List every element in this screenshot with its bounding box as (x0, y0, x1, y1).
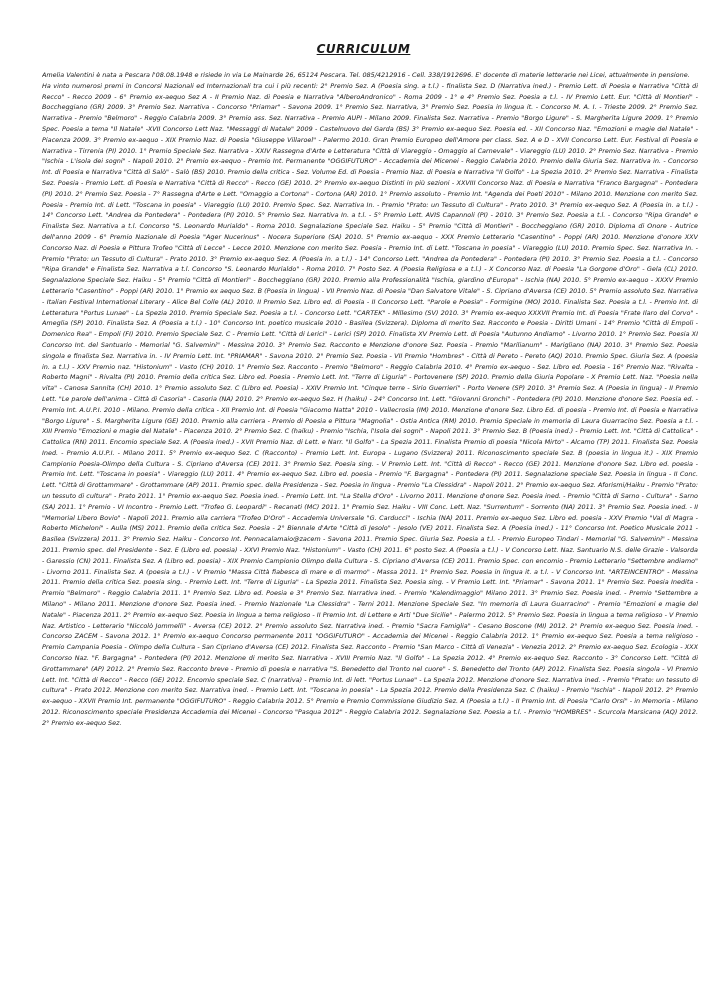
page-title: CURRICULUM (316, 42, 411, 56)
body-text (42, 70, 698, 990)
awards-paragraph: Ha vinto numerosi premi in Concorsi Nazionali ed Internazionali tra cui i più recenti: 2° Premio Sez. A (Poesia sing. a t.l.) - finalista Sez. D (Narrativa ined.) - Premio Lett. di Poesia e Narrativa "Città di Recco" - Recco 2009 - 6° Premio ex-aequo Sez A - II Premio Naz. di Poesia e Narrativa "AlberoAndronico" - Roma 2009 - 1° e 4° Premio Sez. Poesia a t.l. - IV Premio Lett. Eur. "Città di Montieri" - Boccheggiano (GR) 2009. 3° Premio Sez. Narrativa - Concorso "Priamar" - Savona 2009. 1° Premio Sez. Narrativa, 3° Premio Sez. Poesia in lingua it. - Concorso M. A. I. - Trieste 2009. 2° Premio Sez. Narrativa - Premio "Belmoro" - Reggio Calabria 2009. 3° Premio ass. Sez. Narrativa - Premio AUPI - Milano 2009. Finalista Sez. Narrativa - Premio "Borgo Ligure" - S. Margherita Ligure 2009. 1° Premio Spec. Poesia a tema "Il Natale" -XVII Concorso Lett Naz. "Messaggi di Natale" 2009 - Castelnuovo del Garda (BS) 3° Premio ex-aequo Sez. Poesia ed. - XII Concorso Naz. "Emozioni e magie del Natale" - Piacenza 2009. 3° Premio ex-aequo - XIX Premio Naz. di Poesia "Giuseppe Villaroel" - Palermo 2010. Gran Premio Europeo dell'Amore per class. Sez. A e D - XVII Concorso Lett. Eur. Festival di Poesia e Narrativa - Tirrenia (PI) 2010. 1° Premio Speciale Sez. Narrativa - XXIV Rassegna d'Arte e Letteratura "Città di Viareggio - Omaggio al Carnevale" - Viareggio (LU) 2010. 2° Premio Sez. Narrativa - Premio "Ischia - L'isola dei sogni" - Napoli 2010. 2° Premio ex-aequo - Premio Int. Permanente "OGGIFUTURO" - Accademia dei Micenei - Reggio Calabria 2010. Premio della Giuria Sez. Narrativa in. - Concorso Int. di Poesia e Narrativa "Città di Salò" - Salò (BS) 2010. Premio della critica - Sez. Volume Ed. di Poesia - Premio Naz. di Poesia e Narrativa "Il Golfo" - La Spezia 2010. 2° Premio Sez. Narrativa - Finalista Sez. Poesia - Premio Lett. di Poesia e Narrativa "Città di Recco" - Recco (GE) 2010. 2° Premio ex-aequo Distinti in più sezioni - XXVIII Concorso Naz. di Poesia e Narrativa "Franco Bargagna" - Pontedera (PI) 2010. 2° Premio Sez. Poesia - 7° Rassegna d'Arte e Lett. "Omaggio a Cortona" - Cortona (AR) 2010. 1° Premio assoluto - Premio Int. "Agenda dei Poeti 2010" - Milano 2010. Menzione con merito Sez. Poesia - Premio Int. di Lett. "Toscana in poesia" - Viareggio (LU) 2010. Premio Spec. Sez. Narrativa In. - Premio "Prato: un Tessuto di Cultura" - Prato 2010. 3° Premio ex-aequo Sez. A (Poesia in. a t.l.) - 14° Concorso Lett. "Andrea da Pontedera" - Pontedera (PI) 2010. 5° Premio Sez. Narrativa In. a t.l. - 5° Premio Lett. AVIS Capannoli (PI) - 2010. 3° Premio Sez. Poesia a t.l. - Concorso "Ripa Grande" e Finalista Sez. Narrativa a t.l. Concorso "S. Leonardo Murialdo" - Roma 2010. Segnalazione Speciale Sez. Haiku - 5° Premio "Città di Montieri" - Boccheggiano (GR) 2010. Diploma di Onore - Autrice dell'anno 2009 - 6° Premio Nazionale di Poesia "Ager Nucerinus" - Nocera Superiore (SA) 2010. 5° Premio ex-aequo - XXX Premio Letterario "Casentino" - Poppi (AR) 2010. Menzione d'onore XXV Concorso Naz. di Poesia e Pittura Trofeo "Città di Lecce" - Lecce 2010. Menzione con merito Sez. Poesia - Premio Int. di Lett. "Toscana in poesia" - Viareggio (LU) 2010. Premio Spec. Sez. Narrativa In. - Premio "Prato: un Tessuto di Cultura" - Prato 2010. 3° Premio ex-aequo Sez. A (Poesia in. a t.l.) - 14° Concorso Lett. "Andrea da Pontedera" - Pontedera (PI) 2010. 3° Premio Sez. Poesia a t.l. - Concorso "Ripa Grande" e Finalista Sez. Narrativa a t.l. Concorso "S. Leonardo Murialdo" - Roma 2010. 7° Posto Sez. A (Poesia Religiosa e a t.l.) - X Concorso Naz. di Poesia "La Gorgone d'Oro" - Gela (CL) 2010. Segnalazione Speciale Sez. Haiku - 5° Premio "Città di Montieri" - Boccheggiano (GR) 2010. Premio alla Professionalità "Ischia, giardino d'Europa" - Ischia (NA) 2010. 5° Premio ex-aequo - XXXV Premio Letterario "Casentino" - Poppi (AR) 2010. 1° Premio ex aequo Sez. B (Poesia in lingua) - VII Premio Naz. di Poesia "Dan Salvatore Vitale" - S. Cipriano d'Aversa (CE) 2010. 5° Premio assoluto Sez. Narrativa - Italian Festival International Literary - Alice Bel Colle (AL) 2010. II Premio Sez. Libro ed. di Poesia - II Concorso Lett. "Parole e Poesia" - Formigine (MO) 2010. Finalista Sez. Poesia a t.l. - Premio Int. di Letteratura "Portus Lunae" - La Spezia 2010. Premio Speciale Sez. Poesia a t.l. - Concorso Lett. "CARTEK" - Millesimo (SV) 2010. 3° Premio ex-aequo XXXVII Premio Int. di Poesia "Frate Ilaro del Corvo" - Ameglia (SP) 2010. Finalista Sez. A (Poesia a t.l.) - 10° Concorso Int. poetico musicale 2010 - Basilea (Svizzera). Diploma di merito Sez. Racconto e Poesia - Diritti Umani - 14° Premio "Città di Empoli - Domenico Rea" - Empoli (FI) 2010. Premio Speciale Sez. C - Premio Lett. "Città di Lerici" - Lerici (SP) 2010. Finalista XV Premio Lett. di Poesia "Autunno Andiamo" - Livorno 2010. 1° Premio Sez. Poesia XI Concorso Int. del Santuario - Memorial "G. Salvemini" - Messina 2010. 3° Premio Sez. Racconto e Menzione d'onore Sez. Poesia - Premio "Marilianum" - Marigliano (NA) 2010. 3° Premio Sez. Poesia singola e finalista Sez. Narrativa in. - IV Premio Lett. Int. "PRIAMAR" - Savona 2010. 2° Premio Sez. Poesia - VII Premio "Hombres" - Città di Pereto - Pereto (AQ) 2010. Premio Spec. Giuria Sez. A (poesia in. a t.l.) - XXV Premio naz. "Histonium" - Vasto (CH) 2010. 1° Premio Sez. Racconto - Premio "Belmoro" - Reggio Calabria 2010. 4° Premio ex-aequo - Sez. Libro ed. Poesia - 16° Premio Naz. "Rivalta - Roberto Magni" - Rivalta (PI) 2010. Premio della critica Sez. Libro ed. Poesia - Premio Lett. Int. "Terre di Liguria" - Portovenere (SP) 2010. Premio della Giuria Popolare - X Premio Lett. Naz. "Poesia nella vita" - Canosa Sannita (CH) 2010. 1° Premio assoluto Sez. C (Libro ed. Poesia) - XXIV Premio Int. "Cinque terre - Sirio Guerrieri" - Porto Venere (SP) 2010. 3° Premio Sez. A (Poesia in lingua) - II Premio Lett. "Le parole dell'anima - Città di Casoria" - Casoria (NA) 2010. 2° Premio ex-aequo Sez. H (haiku) - 24° Concorso Int. Lett. "Giovanni Gronchi" - Pontedera (PI) 2010. Menzione d'onore Sez. Poesia ed. - Premio Int. A.U.P.I. 2010 - Milano. Premio della critica - XII Premio Int. di Poesia "Giacomo Natta" 2010 - Vallecrosia (IM) 2010. Menzione d'onore Sez. Libro Ed. di poesia - Premio Int. di Poesia e Narrativa "Borgo Ligure" - S. Margherita Ligure (GE) 2010. Premio alla carriera - Premio di Poesia e Pittura "Magnolia" - Ostia Antica (RM) 2010. Premio Speciale in memoria di Laura Guarracino Sez. Poesia a t.l. - XIII Premio "Emozioni e magie del Natale" - Piacenza 2010. 2° Premio Sez. C (haiku) - Premio "Ischia, l'Isola dei sogni" - Napoli 2011. 3° Premio Sez. B (Poesia ined.) - Premio Lett. Int. "Città di Cattolica" - Cattolica (RN) 2011. Encomio speciale Sez. A (Poesia ined.) - XVII Premio Naz. di Lett. e Narr. "Il Golfo" - La Spezia 2011. Finalista Premio di poesia "Nicola Mirto" - Alcamo (TP) 2011. Finalista Sez. Poesia Ined. - Premio A.U.P.I. - Milano 2011. 5° Premio ex-aequo Sez. C (Racconto) - Premio Lett. Int. Europa - Lugano (Svizzera) 2011. Riconoscimento speciale Sez. B (poesia in lingua it.) - XIX Premio Campionio Poesia-Olimpo della Cultura - S. Cipriano d'Aversa (CE) 2011. 3° Premio Sez. Poesia sing. - V Premio Lett. Int. "Città di Recco" - Recco (GE) 2011. Menzione d'onore Sez. Libro ed. poesia - Premio Int. Lett. "Toscana in poesia" - Viareggio (LU) 2011. 4° Premio ex-aequo Sez. Libro ed. poesia - Premio "F. Bargagna" - Pontedera (PI) 2011. Segnalazione speciale Sez. Poesia in lingua - II Conc. Lett. "Città di Grottammare" - Grottammare (AP) 2011. Premio spec. della Presidenza - Sez. Poesia in lingua - Premio "La Clessidra" - Napoli 2011. 2° Premio ex-aequo Sez. Aforismi/Haiku - Premio "Prato: un tessuto di cultura" - Prato 2011. 1° Premio ex-aequo Sez. Poesia ined. - Premio Lett. Int. "La Stella d'Oro" - Livorno 2011. Menzione d'onore Sez. Poesia ined. - Premio "Città di Sarno - Cultura" - Sarno (SA) 2011. 1° Premio - VI Incontro - Premio Lett. "Trofeo G. Leopardi" - Recanati (MC) 2011. 1° Premio Sez. Haiku - VIII Conc. Lett. Naz. "Surrentum" - Sorrento (NA) 2011. 3° Premio Sez. Poesia ined. - II "Memorial Libero Bovio" - Napoli 2011. Premio alla carriera "Trofeo D'Oro" - Accademia Universale "G. Carducci" - Ischia (NA) 2011. Premio ex-aequo Sez. Libro ed. poesia - XXV Premio "Val di Magra - Roberto Micheloni" - Aulla (MS) 2011. Premio della critica Sez. Poesia - 2° Biennale d'Arte "Città di Jesolo" - Jesolo (VE) 2011. Finalista Sez. A (Poesia ined.) - 11° Concorso Int. Poetico Musicale 2011 - Basilea (Svizzera) 2011. 3° Premio Sez. Haiku - Concorso Int. Pennacalamaio@zacem - Savona 2011. Premio Spec. Giuria Sez. Poesia a t.l. - Premio Europeo Tindari - Memorial "G. Salvemini" - Messina 2011. Premio spec. del Presidente - Sez. E (Libro ed. poesia) - XXVI Premio Naz. "Histonium" - Vasto (CH) 2011. 6° posto Sez. A (Poesia a t.l.) - V Concorso Lett. Naz. Santuario N.S. delle Grazie - Valsorda - Garessio (CN) 2011. Finalista Sez. A (Libro ed. poesia) - XIX Premio Campionio Olimpo della Cultura - S. Cipriano d'Aversa (CE) 2011. Premio Spec. con encomio - Premio Letterario "Settembre andiamo" - Livorno 2011. Finalista Sez. A (poesia a t.l.) - V Premio "Massa Città fiabesca di mare e di marmo" - Massa 2011. 1° Premio Sez. Poesia in lingua it. a t.l. - V Concorso Int. "ARTEINCENTRO" - Messina 2011. Premio della critica Sez. poesia sing. - Premio Lett. Int. "Terre di Liguria" - La Spezia 2011. Finalista Sez. Poesia sing. - V Premio Lett. Int. "Priamar" - Savona 2011. 1° Premio Sez. Poesia Inedita - Premio "Belmoro" - Reggio Calabria 2011. 1° Premio Sez. Libro ed. Poesia e 3° Premio Sez. Narrativa ined. - Premio "Kalendimaggio" Milano 2011. 3° Premio Sez. Poesia ined. - Premio "Settembre a Milano" - Milano 2011. Menzione d'onore Sez. Poesia ined. - Premio Nazionale "La Clessidra" - Terni 2011. Menzione Speciale Sez. "In memoria di Laura Guarracino" - Premio "Emozioni e magie del Natale" - Piacenza 2011. 2° Premio ex-aequo Sez. Poesia in lingua a tema religioso - II Premio Int. di Lettere e Arti "Due Sicilie" - Palermo 2012. 5° Premio Sez. Poesia in lingua a tema religioso - V Premio Naz. Artistico - Letterario "Niccolò Jommelli" - Aversa (CE) 2012. 2° Premio assoluto Sez. Narrativa ined. - Premio "Sacra Famiglia" - Cesano Boscone (MI) 2012. 2° Premio ex-aequo Sez. Poesia ined. - Concorso ZACEM - Savona 2012. 1° Premio ex-aequo Concorso permanente 2011 "OGGIFUTURO" - Accademia dei Micenei - Reggio Calabria 2012. 1° Premio ex-aequo Sez. Poesia a tema religioso - Premio Campania Poesia - Olimpo della Cultura - San Cipriano d'Aversa (CE) 2012. Finalista Sez. Racconto - Premio "San Marco - Città di Venezia" - Venezia 2012. 2° Premio ex-aequo Sez. Ecologia - XXX Concorso Naz. "F. Bargagna" - Pontedera (PI) 2012. Menzione di merito Sez. Narrativa - XVIII Premio Naz. "Il Golfo" - La Spezia 2012. 4° Premio ex-aequo Sez. Racconto - 3° Concorso Lett. "Città di Grottammare" (AP) 2012. 2° Premio Sez. Racconto breve - Premio di poesia e narrativa "S. Benedetto del Tronto nel cuore" - S. Benedetto del Tronto (AP) 2012. Finalista Sez. Poesia singola - VI Premio Lett. Int. "Città di Recco" - Recco (GE) 2012. Encomio speciale Sez. C (narrativa) - Premio Int. di lett. "Portus Lunae" - La Spezia 2012. Menzione d'onore Sez. Narrativa ined. - Premio "Prato: un tessuto di cultura" - Prato 2012. Menzione con merito Sez. Narrativa ined. - Premio Lett. Int. "Toscana in poesia" - La Spezia 2012. Premio della Presidenza Sez. C (haiku) - Premio "Ischia" - Napoli 2012. 2° Premio ex-aequo - XXVII Premio Int. permanente "OGGIFUTURO" - Reggio Calabria 2012. 5° Premio e Premio Commissione Giudizio Sez. A (Poesia a t.l.) - II Premio Int. di Poesia "Carlo Orsi" - in Memoria - Milano 2012. Riconoscimento speciale Presidenza Accademia dei Micenei - Concorso "Pasqua 2012" - Reggio Calabria 2012. Segnalazione Sez. Poesia a t.l. - Premio "HOMBRES" - Scurcola Marsicana (AQ) 2012. 2° Premio ex-aequo Sez. (42, 81, 698, 727)
intro-paragraph: Amelia Valentini è nata a Pescara l'08.08.1948 e risiede in via Le Mainarde 26, 65124 Pescara. Tel. 085/4212916 - Cell. 338/1912696. E' docente di materie letterarie nei Licei, attualmente in pensione. (42, 71, 690, 79)
